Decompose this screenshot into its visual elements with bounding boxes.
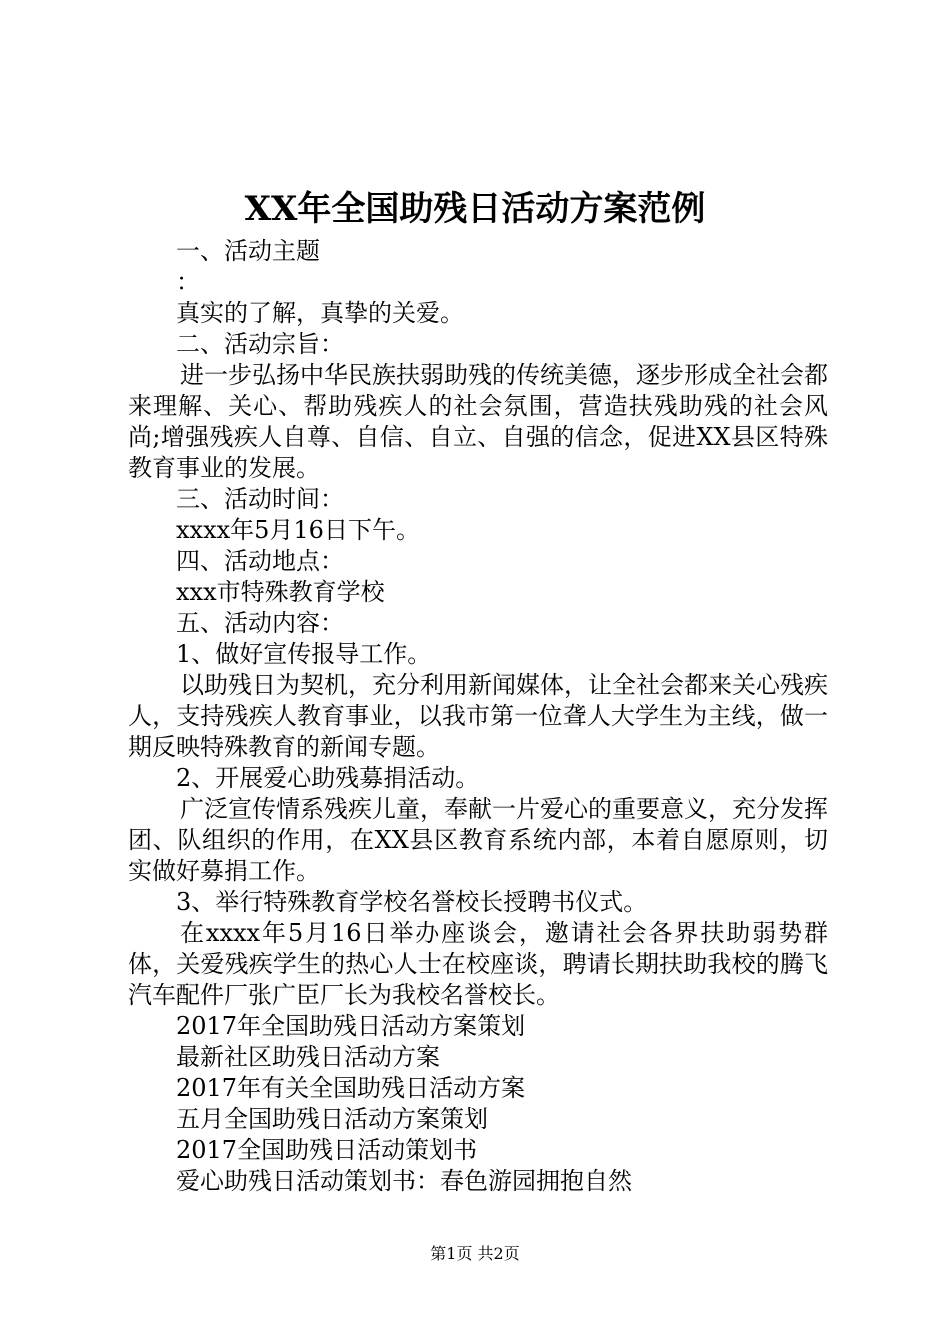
related-link-5[interactable]: 2017全国助残日活动策划书 xyxy=(176,1136,478,1164)
content-item-3-paragraph: 在xxxx年5月16日举办座谈会，邀请社会各界扶助弱势群体，关爱残疾学生的热心人士在校座谈，聘请长期扶助我校的腾飞汽车配件厂张广臣厂长为我校名誉校长。 xyxy=(128,919,828,1009)
related-link-3[interactable]: 2017年有关全国助残日活动方案 xyxy=(176,1074,526,1102)
page-title: XX年全国助残日活动方案范例 xyxy=(244,189,706,229)
section-heading-time: 三、活动时间： xyxy=(176,485,344,513)
related-link-2[interactable]: 最新社区助残日活动方案 xyxy=(176,1043,440,1071)
theme-colon: ： xyxy=(176,268,200,296)
content-item-3-heading: 3、举行特殊教育学校名誉校长授聘书仪式。 xyxy=(176,888,648,916)
section-heading-theme: 一、活动主题 xyxy=(176,237,320,265)
theme-text: 真实的了解，真挚的关爱。 xyxy=(176,299,464,327)
location-text: xxx市特殊教育学校 xyxy=(176,578,385,606)
document-body xyxy=(128,236,828,1197)
content-item-2-paragraph: 广泛宣传情系残疾儿童，奉献一片爱心的重要意义，充分发挥团、队组织的作用，在XX县区教育系统内部，本着自愿原则，切实做好募捐工作。 xyxy=(128,795,828,885)
section-heading-purpose: 二、活动宗旨： xyxy=(176,330,344,358)
purpose-paragraph: 进一步弘扬中华民族扶弱助残的传统美德，逐步形成全社会都来理解、关心、帮助残疾人的社会氛围，营造扶残助残的社会风尚;增强残疾人自尊、自信、自立、自强的信念，促进XX县区特殊教育事业的发展。 xyxy=(128,361,828,482)
section-heading-content: 五、活动内容： xyxy=(176,609,344,637)
related-link-1[interactable]: 2017年全国助残日活动方案策划 xyxy=(176,1012,526,1040)
related-link-4[interactable]: 五月全国助残日活动方案策划 xyxy=(176,1105,488,1133)
time-text: xxxx年5月16日下午。 xyxy=(176,516,420,544)
page-number: 第1页 共2页 xyxy=(430,1244,520,1263)
related-link-6[interactable]: 爱心助残日活动策划书：春色游园拥抱自然 xyxy=(176,1167,632,1195)
content-item-2-heading: 2、开展爱心助残募捐活动。 xyxy=(176,764,480,792)
content-item-1-heading: 1、做好宣传报导工作。 xyxy=(176,640,432,668)
section-heading-location: 四、活动地点： xyxy=(176,547,344,575)
content-item-1-paragraph: 以助残日为契机，充分利用新闻媒体，让全社会都来关心残疾人，支持残疾人教育事业，以我市第一位聋人大学生为主线，做一期反映特殊教育的新闻专题。 xyxy=(128,671,828,761)
